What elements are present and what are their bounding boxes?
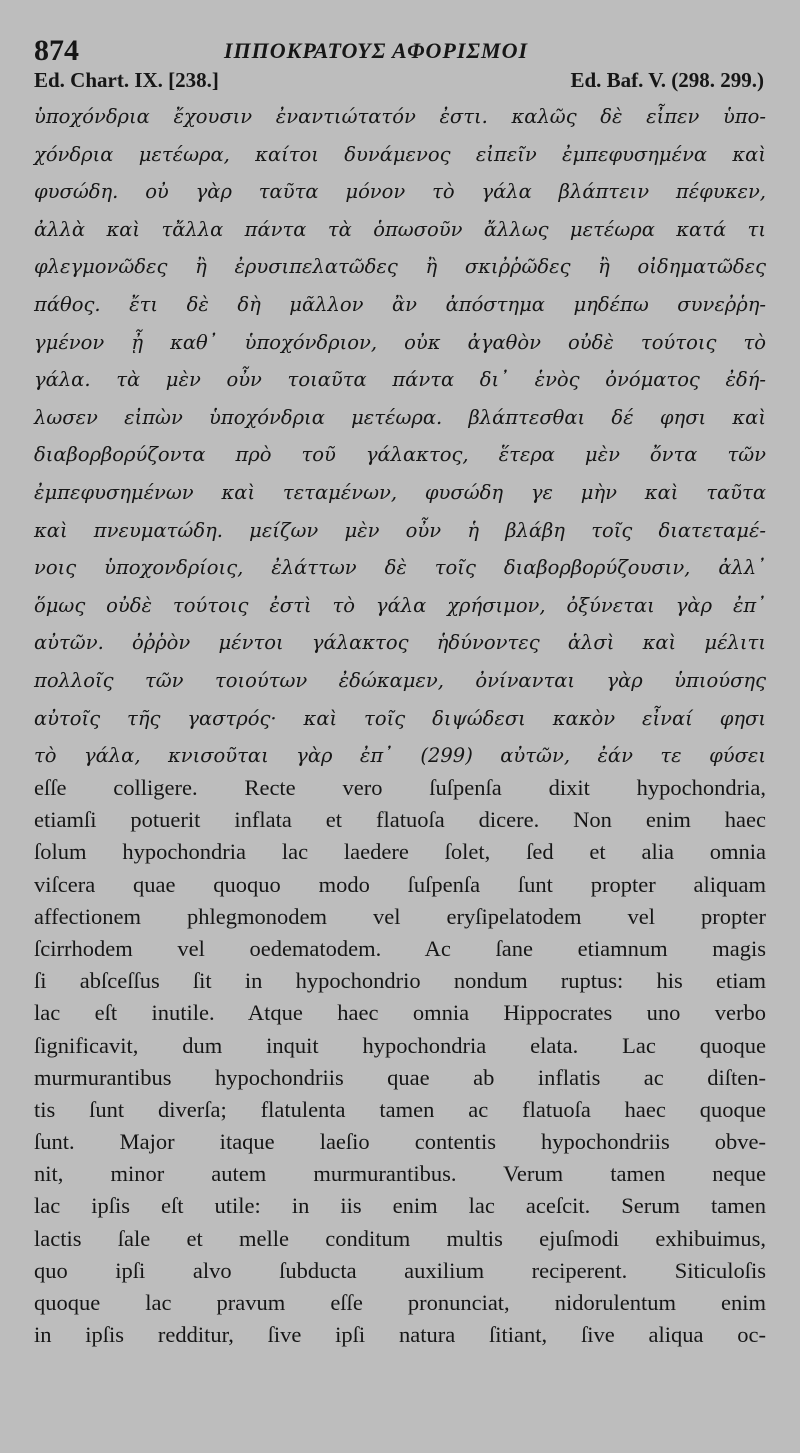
greek-line: τὸ γάλα, κνισοῦται γὰρ ἐπ᾽ (299) αὐτῶν, ἐάν τε φύσει bbox=[34, 744, 766, 768]
latin-text-block bbox=[34, 772, 766, 1351]
greek-line: πολλοῖς τῶν τοιούτων ἐδώκαμεν, ὀνίνανται γὰρ ὑπιούσης bbox=[34, 668, 766, 692]
latin-line: in ipſis redditur, ſive ipſi natura ſitiant, ſive aliqua oc- bbox=[34, 1322, 766, 1348]
greek-line: καὶ πνευματώδη. μείζων μὲν οὖν ἡ βλάβη τοῖς διατεταμέ- bbox=[34, 518, 766, 542]
greek-line: φλεγμονῶδες ἢ ἐρυσιπελατῶδες ἢ σκιῤῥῶδες ἢ οἰδηματῶδες bbox=[34, 255, 766, 279]
latin-line: lac ipſis eſt utile: in iis enim lac aceſcit. Serum tamen bbox=[34, 1193, 766, 1219]
edition-chartier-ref: Ed. Chart. IX. [238.] bbox=[34, 68, 219, 92]
latin-line: nit, minor autem murmurantibus. Verum tamen neque bbox=[34, 1161, 766, 1187]
latin-line: viſcera quae quoquo modo ſuſpenſa ſunt propter aliquam bbox=[34, 871, 766, 897]
latin-line: lactis ſale et melle conditum multis ejuſmodi exhibuimus, bbox=[34, 1225, 766, 1251]
greek-line: γάλα. τὰ μὲν οὖν τοιαῦτα πάντα δι᾽ ἑνὸς ὀνόματος ἐδή- bbox=[34, 368, 766, 392]
latin-line: etiamſi potuerit inflata et flatuoſa dicere. Non enim haec bbox=[34, 807, 766, 833]
greek-line: ὑποχόνδρια ἔχουσιν ἐναντιώτατόν ἐστι. καλῶς δὲ εἶπεν ὑπο- bbox=[34, 105, 766, 128]
running-title: ΙΠΠΟΚΡΑΤΟΥΣ ΑΦΟΡΙΣΜΟΙ bbox=[224, 38, 529, 63]
latin-line: ſcirrhodem vel oedematodem. Ac ſane etiamnum magis bbox=[34, 935, 766, 961]
greek-line: αὐτῶν. ὀῤῥὸν μέντοι γάλακτος ἡδύνοντες ἁλσὶ καὶ μέλιτι bbox=[34, 631, 766, 655]
greek-line: γμένον ᾖ καθ᾽ ὑποχόνδριον, οὐκ ἀγαθὸν οὐδὲ τούτοις τὸ bbox=[34, 330, 766, 354]
latin-line: tis ſunt diverſa; flatulenta tamen ac flatuoſa haec quoque bbox=[34, 1096, 766, 1122]
latin-line: ſignificavit, dum inquit hypochondria elata. Lac quoque bbox=[34, 1032, 766, 1058]
greek-text-block bbox=[34, 98, 766, 775]
edition-references bbox=[34, 68, 764, 96]
latin-line: affectionem phlegmonodem vel eryſipelatodem vel propter bbox=[34, 903, 766, 929]
greek-line: χόνδρια μετέωρα, καίτοι δυνάμενος εἰπεῖν ἐμπεφυσημένα καὶ bbox=[34, 142, 766, 166]
latin-line: ſolum hypochondria lac laedere ſolet, ſed et alia omnia bbox=[34, 839, 766, 865]
latin-line: ſi abſceſſus ſit in hypochondrio nondum ruptus: his etiam bbox=[34, 968, 766, 994]
latin-line: quoque lac pravum eſſe pronunciat, nidorulentum enim bbox=[34, 1290, 766, 1315]
latin-line: eſſe colligere. Recte vero ſuſpenſa dixit hypochondria, bbox=[34, 775, 766, 800]
latin-line: quo ipſi alvo ſubducta auxilium reciperent. Siticuloſis bbox=[34, 1257, 766, 1283]
greek-line: αὐτοῖς τῆς γαστρός· καὶ τοῖς διψώδεσι κακὸν εἶναί φησι bbox=[34, 706, 766, 730]
greek-line: διαβορβορύζοντα πρὸ τοῦ γάλακτος, ἕτερα μὲν ὄντα τῶν bbox=[34, 443, 766, 467]
latin-line: lac eſt inutile. Atque haec omnia Hippocrates uno verbo bbox=[34, 1000, 766, 1026]
greek-line: πάθος. ἔτι δὲ δὴ μᾶλλον ἂν ἀπόστημα μηδέπω συνεῤῥη- bbox=[34, 292, 766, 316]
greek-line: φυσώδη. οὐ γὰρ ταῦτα μόνον τὸ γάλα βλάπτειν πέφυκεν, bbox=[34, 180, 766, 204]
greek-line: ἐμπεφυσημένων καὶ τεταμένων, φυσώδη γε μὴν καὶ ταῦτα bbox=[34, 480, 766, 504]
page-header bbox=[34, 34, 774, 68]
greek-line: λωσεν εἰπὼν ὑποχόνδρια μετέωρα. βλάπτεσθαι δέ φησι καὶ bbox=[34, 405, 766, 429]
latin-line: murmurantibus hypochondriis quae ab inflatis ac diſten- bbox=[34, 1064, 766, 1090]
greek-line: νοις ὑποχονδρίοις, ἐλάττων δὲ τοῖς διαβορβορύζουσιν, ἀλλ᾽ bbox=[34, 556, 766, 580]
edition-basel-ref: Ed. Baf. V. (298. 299.) bbox=[570, 68, 764, 92]
greek-line: ὅμως οὐδὲ τούτοις ἐστὶ τὸ γάλα χρήσιμον, ὀξύνεται γὰρ ἐπ᾽ bbox=[34, 593, 766, 617]
greek-line: ἀλλὰ καὶ τἄλλα πάντα τὰ ὁπωσοῦν ἄλλως μετέωρα κατά τι bbox=[34, 217, 766, 241]
page-number: 874 bbox=[34, 34, 79, 67]
latin-line: ſunt. Major itaque laeſio contentis hypochondriis obve- bbox=[34, 1129, 766, 1155]
